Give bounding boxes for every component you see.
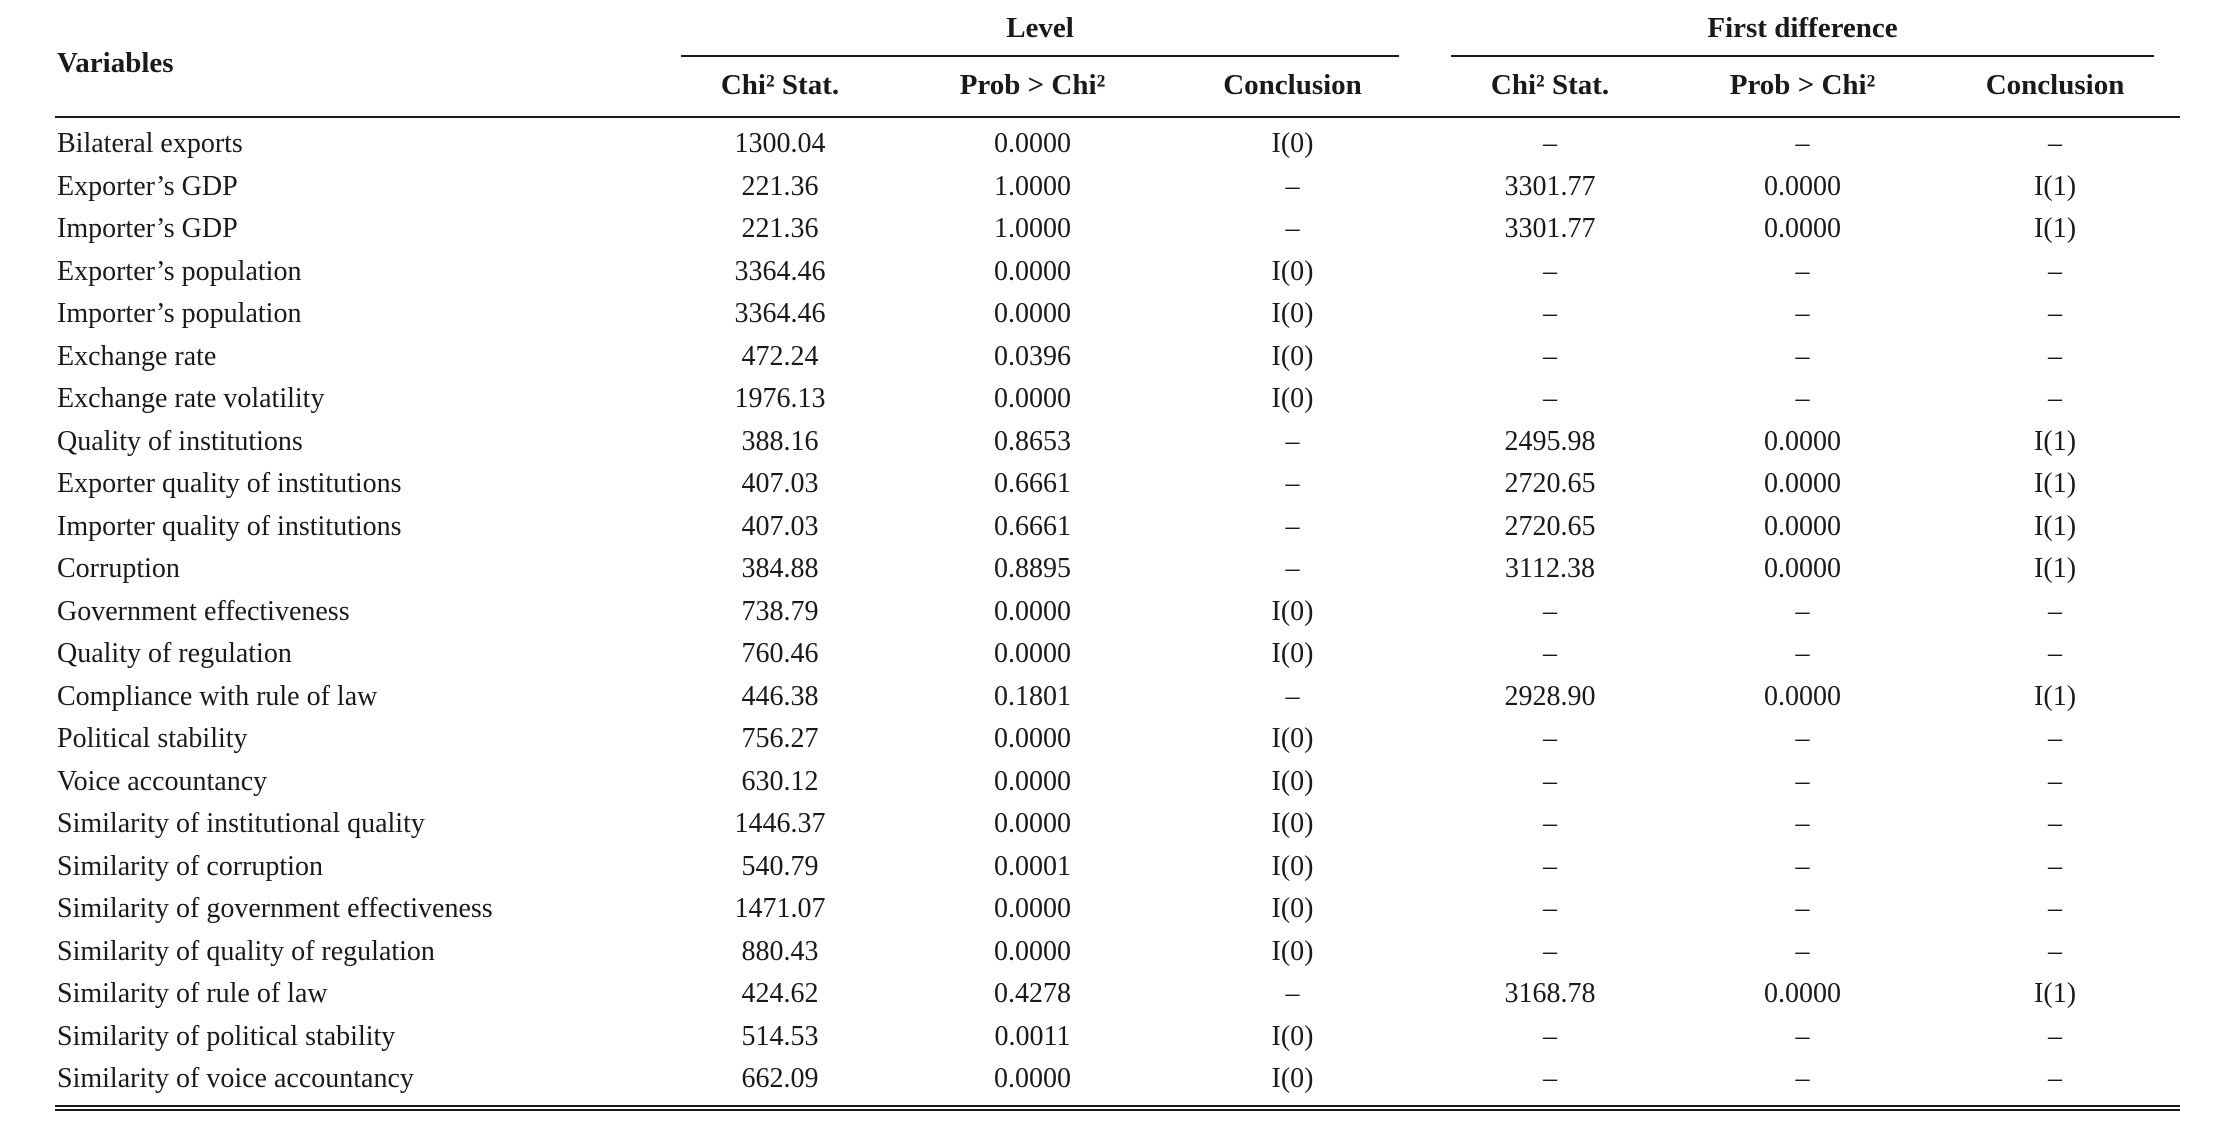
- level-chi2-cell: 514.53: [741, 1020, 819, 1052]
- fd-prob-cell: 0.0000: [1764, 510, 1842, 542]
- level-conclusion-cell: –: [1285, 468, 1300, 499]
- table-row: [55, 1016, 2180, 1059]
- fd-prob-cell: 0.0000: [1764, 468, 1842, 499]
- fd-chi2-cell: –: [1543, 340, 1558, 372]
- level-prob-cell: 0.0000: [994, 765, 1071, 797]
- variable-cell: Government effectiveness: [57, 595, 350, 627]
- table-row: [55, 676, 2180, 719]
- fd-conclusion-cell: –: [2048, 298, 2063, 329]
- table-row: [55, 378, 2180, 421]
- table-row: [55, 117, 2180, 166]
- level-prob-cell: 0.0000: [994, 935, 1071, 967]
- fd-prob-cell: 0.0000: [1764, 213, 1842, 244]
- table-row: [55, 761, 2180, 804]
- level-prob-cell: 0.1801: [994, 680, 1071, 712]
- group-label-first-difference: First difference: [1451, 10, 2154, 57]
- fd-chi2-cell: –: [1543, 808, 1558, 839]
- fd-chi2-cell: –: [1543, 638, 1558, 669]
- column-group-first-difference: [1425, 10, 2180, 57]
- table-row: [55, 803, 2180, 846]
- level-conclusion-cell: I(0): [1271, 595, 1314, 627]
- level-chi2-cell: 1446.37: [734, 808, 826, 839]
- variable-cell: Exporter quality of institutions: [57, 468, 402, 499]
- column-header-fd-conclusion: Conclusion: [1930, 57, 2180, 117]
- level-prob-cell: 0.0396: [994, 340, 1071, 372]
- level-conclusion-cell: I(0): [1271, 638, 1314, 669]
- fd-conclusion-cell: I(1): [2034, 213, 2077, 244]
- fd-prob-cell: –: [1795, 765, 1810, 797]
- fd-prob-cell: –: [1795, 638, 1810, 669]
- fd-conclusion-cell: –: [2048, 638, 2063, 669]
- table-body: [55, 117, 2180, 1108]
- fd-prob-cell: 0.0000: [1764, 425, 1842, 457]
- fd-prob-cell: –: [1795, 808, 1810, 839]
- variable-cell: Corruption: [57, 553, 180, 584]
- level-prob-cell: 0.6661: [994, 510, 1071, 542]
- level-conclusion-cell: I(0): [1271, 935, 1314, 967]
- level-chi2-cell: 3364.46: [734, 298, 826, 329]
- level-chi2-cell: 1471.07: [734, 893, 826, 924]
- level-prob-cell: 0.0000: [994, 298, 1071, 329]
- fd-conclusion-cell: –: [2048, 340, 2063, 372]
- fd-conclusion-cell: I(1): [2034, 170, 2077, 202]
- fd-conclusion-cell: I(1): [2034, 680, 2077, 712]
- fd-prob-cell: –: [1795, 340, 1810, 372]
- table-row: [55, 846, 2180, 889]
- fd-conclusion-cell: –: [2048, 128, 2063, 159]
- table-row: [55, 251, 2180, 294]
- level-conclusion-cell: I(0): [1271, 255, 1314, 287]
- level-conclusion-cell: I(0): [1271, 383, 1314, 414]
- variable-cell: Exporter’s GDP: [57, 170, 238, 202]
- level-chi2-cell: 662.09: [741, 1063, 819, 1094]
- fd-chi2-cell: 3301.77: [1504, 170, 1596, 202]
- level-chi2-cell: 384.88: [741, 553, 819, 584]
- fd-conclusion-cell: –: [2048, 850, 2063, 882]
- variable-cell: Similarity of political stability: [57, 1020, 396, 1052]
- level-conclusion-cell: –: [1285, 425, 1300, 457]
- level-prob-cell: 0.0000: [994, 383, 1071, 414]
- fd-prob-cell: –: [1795, 850, 1810, 882]
- fd-conclusion-cell: –: [2048, 383, 2063, 414]
- fd-prob-cell: –: [1795, 893, 1810, 924]
- level-prob-cell: 0.0000: [994, 255, 1071, 287]
- fd-prob-cell: –: [1795, 935, 1810, 967]
- level-prob-cell: 1.0000: [994, 213, 1071, 244]
- variable-cell: Importer’s GDP: [57, 213, 238, 244]
- variable-cell: Political stability: [57, 723, 248, 754]
- fd-prob-cell: 0.0000: [1764, 170, 1842, 202]
- level-prob-cell: 0.0000: [994, 595, 1071, 627]
- table-row: [55, 293, 2180, 336]
- fd-chi2-cell: –: [1543, 1063, 1558, 1094]
- fd-chi2-cell: –: [1543, 723, 1558, 754]
- level-conclusion-cell: I(0): [1271, 128, 1314, 159]
- variable-cell: Similarity of government effectiveness: [57, 893, 493, 924]
- level-chi2-cell: 472.24: [741, 340, 819, 372]
- fd-prob-cell: –: [1795, 255, 1810, 287]
- level-prob-cell: 0.0000: [994, 128, 1071, 159]
- level-conclusion-cell: –: [1285, 978, 1300, 1009]
- level-chi2-cell: 756.27: [741, 723, 819, 754]
- level-conclusion-cell: I(0): [1271, 765, 1314, 797]
- fd-chi2-cell: –: [1543, 893, 1558, 924]
- level-chi2-cell: 407.03: [741, 510, 819, 542]
- fd-chi2-cell: –: [1543, 128, 1558, 159]
- level-conclusion-cell: I(0): [1271, 340, 1314, 372]
- level-prob-cell: 0.6661: [994, 468, 1071, 499]
- fd-conclusion-cell: –: [2048, 765, 2063, 797]
- fd-chi2-cell: –: [1543, 850, 1558, 882]
- level-conclusion-cell: I(0): [1271, 723, 1314, 754]
- fd-chi2-cell: –: [1543, 595, 1558, 627]
- fd-prob-cell: –: [1795, 298, 1810, 329]
- table-row: [55, 888, 2180, 931]
- level-chi2-cell: 446.38: [741, 680, 819, 712]
- level-prob-cell: 1.0000: [994, 170, 1071, 202]
- fd-conclusion-cell: –: [2048, 808, 2063, 839]
- table-row: [55, 591, 2180, 634]
- table-row: [55, 421, 2180, 464]
- variable-cell: Importer quality of institutions: [57, 510, 402, 542]
- level-chi2-cell: 388.16: [741, 425, 819, 457]
- level-prob-cell: 0.8895: [994, 553, 1071, 584]
- table-row: [55, 548, 2180, 591]
- variable-cell: Similarity of quality of regulation: [57, 935, 435, 967]
- variable-cell: Bilateral exports: [57, 128, 243, 159]
- table-row: [55, 931, 2180, 974]
- fd-prob-cell: –: [1795, 383, 1810, 414]
- variable-cell: Exchange rate volatility: [57, 383, 325, 414]
- fd-conclusion-cell: –: [2048, 935, 2063, 967]
- level-chi2-cell: 738.79: [741, 595, 819, 627]
- fd-conclusion-cell: I(1): [2034, 510, 2077, 542]
- fd-conclusion-cell: –: [2048, 723, 2063, 754]
- level-chi2-cell: 630.12: [741, 765, 819, 797]
- fd-chi2-cell: –: [1543, 765, 1558, 797]
- level-chi2-cell: 880.43: [741, 935, 819, 967]
- column-header-fd-chi2: Chi² Stat.: [1425, 57, 1675, 117]
- level-prob-cell: 0.0000: [994, 638, 1071, 669]
- fd-chi2-cell: –: [1543, 298, 1558, 329]
- fd-conclusion-cell: –: [2048, 1020, 2063, 1052]
- variable-cell: Similarity of voice accountancy: [57, 1063, 414, 1094]
- level-chi2-cell: 3364.46: [734, 255, 826, 287]
- level-prob-cell: 0.0011: [994, 1020, 1071, 1052]
- fd-prob-cell: –: [1795, 1020, 1810, 1052]
- fd-chi2-cell: –: [1543, 255, 1558, 287]
- level-chi2-cell: 540.79: [741, 850, 819, 882]
- table-row: [55, 973, 2180, 1016]
- fd-prob-cell: 0.0000: [1764, 978, 1842, 1009]
- table-row: [55, 208, 2180, 251]
- fd-chi2-cell: 2720.65: [1504, 510, 1596, 542]
- level-conclusion-cell: –: [1285, 553, 1300, 584]
- table-row: [55, 1058, 2180, 1108]
- variable-cell: Compliance with rule of law: [57, 680, 378, 712]
- level-prob-cell: 0.4278: [994, 978, 1071, 1009]
- unit-root-test-table: [55, 10, 2180, 1111]
- column-header-level-conclusion: Conclusion: [1160, 57, 1425, 117]
- variable-cell: Importer’s population: [57, 298, 302, 329]
- fd-prob-cell: –: [1795, 128, 1810, 159]
- column-group-level: [655, 10, 1425, 57]
- fd-chi2-cell: –: [1543, 935, 1558, 967]
- table-row: [55, 166, 2180, 209]
- level-conclusion-cell: I(0): [1271, 808, 1314, 839]
- level-chi2-cell: 221.36: [741, 170, 819, 202]
- fd-prob-cell: –: [1795, 723, 1810, 754]
- fd-chi2-cell: 3301.77: [1504, 213, 1596, 244]
- fd-conclusion-cell: –: [2048, 1063, 2063, 1094]
- variable-cell: Voice accountancy: [57, 765, 268, 797]
- level-conclusion-cell: I(0): [1271, 1063, 1314, 1094]
- column-header-fd-prob: Prob > Chi²: [1675, 57, 1930, 117]
- fd-conclusion-cell: I(1): [2034, 553, 2077, 584]
- level-conclusion-cell: I(0): [1271, 850, 1314, 882]
- fd-chi2-cell: –: [1543, 1020, 1558, 1052]
- level-chi2-cell: 1300.04: [734, 128, 826, 159]
- variable-cell: Quality of regulation: [57, 638, 292, 669]
- level-prob-cell: 0.8653: [994, 425, 1071, 457]
- fd-conclusion-cell: I(1): [2034, 425, 2077, 457]
- level-prob-cell: 0.0000: [994, 1063, 1071, 1094]
- fd-conclusion-cell: I(1): [2034, 468, 2077, 499]
- table-row: [55, 336, 2180, 379]
- level-conclusion-cell: I(0): [1271, 1020, 1314, 1052]
- fd-chi2-cell: 3112.38: [1505, 553, 1596, 584]
- variable-cell: Similarity of rule of law: [57, 978, 328, 1009]
- table-header: [55, 10, 2180, 117]
- level-conclusion-cell: –: [1285, 170, 1300, 202]
- level-chi2-cell: 221.36: [741, 213, 819, 244]
- level-prob-cell: 0.0001: [994, 850, 1071, 882]
- fd-conclusion-cell: I(1): [2034, 978, 2077, 1009]
- fd-prob-cell: 0.0000: [1764, 553, 1842, 584]
- fd-prob-cell: –: [1795, 1063, 1810, 1094]
- table-row: [55, 463, 2180, 506]
- group-label-level: Level: [681, 10, 1399, 57]
- level-chi2-cell: 1976.13: [734, 383, 826, 414]
- variable-cell: Exporter’s population: [57, 255, 302, 287]
- fd-conclusion-cell: –: [2048, 255, 2063, 287]
- fd-conclusion-cell: –: [2048, 893, 2063, 924]
- variable-cell: Exchange rate: [57, 340, 217, 372]
- level-prob-cell: 0.0000: [994, 893, 1071, 924]
- level-chi2-cell: 424.62: [741, 978, 819, 1009]
- fd-chi2-cell: 2928.90: [1504, 680, 1596, 712]
- column-header-level-chi2: Chi² Stat.: [655, 57, 905, 117]
- variable-cell: Quality of institutions: [57, 425, 303, 457]
- level-chi2-cell: 407.03: [741, 468, 819, 499]
- level-prob-cell: 0.0000: [994, 808, 1071, 839]
- fd-chi2-cell: –: [1543, 383, 1558, 414]
- table-row: [55, 633, 2180, 676]
- fd-chi2-cell: 3168.78: [1504, 978, 1596, 1009]
- fd-prob-cell: 0.0000: [1764, 680, 1842, 712]
- fd-chi2-cell: 2495.98: [1504, 425, 1596, 457]
- level-conclusion-cell: –: [1285, 213, 1300, 244]
- group-header-row: [55, 10, 2180, 57]
- level-conclusion-cell: –: [1285, 510, 1300, 542]
- level-conclusion-cell: I(0): [1271, 893, 1314, 924]
- level-prob-cell: 0.0000: [994, 723, 1071, 754]
- level-chi2-cell: 760.46: [741, 638, 819, 669]
- table-row: [55, 506, 2180, 549]
- level-conclusion-cell: I(0): [1271, 298, 1314, 329]
- fd-conclusion-cell: –: [2048, 595, 2063, 627]
- level-conclusion-cell: –: [1285, 680, 1300, 712]
- table-row: [55, 718, 2180, 761]
- column-header-variables: Variables: [55, 10, 655, 117]
- fd-prob-cell: –: [1795, 595, 1810, 627]
- variable-cell: Similarity of institutional quality: [57, 808, 425, 839]
- fd-chi2-cell: 2720.65: [1504, 468, 1596, 499]
- column-header-level-prob: Prob > Chi²: [905, 57, 1160, 117]
- variable-cell: Similarity of corruption: [57, 850, 323, 882]
